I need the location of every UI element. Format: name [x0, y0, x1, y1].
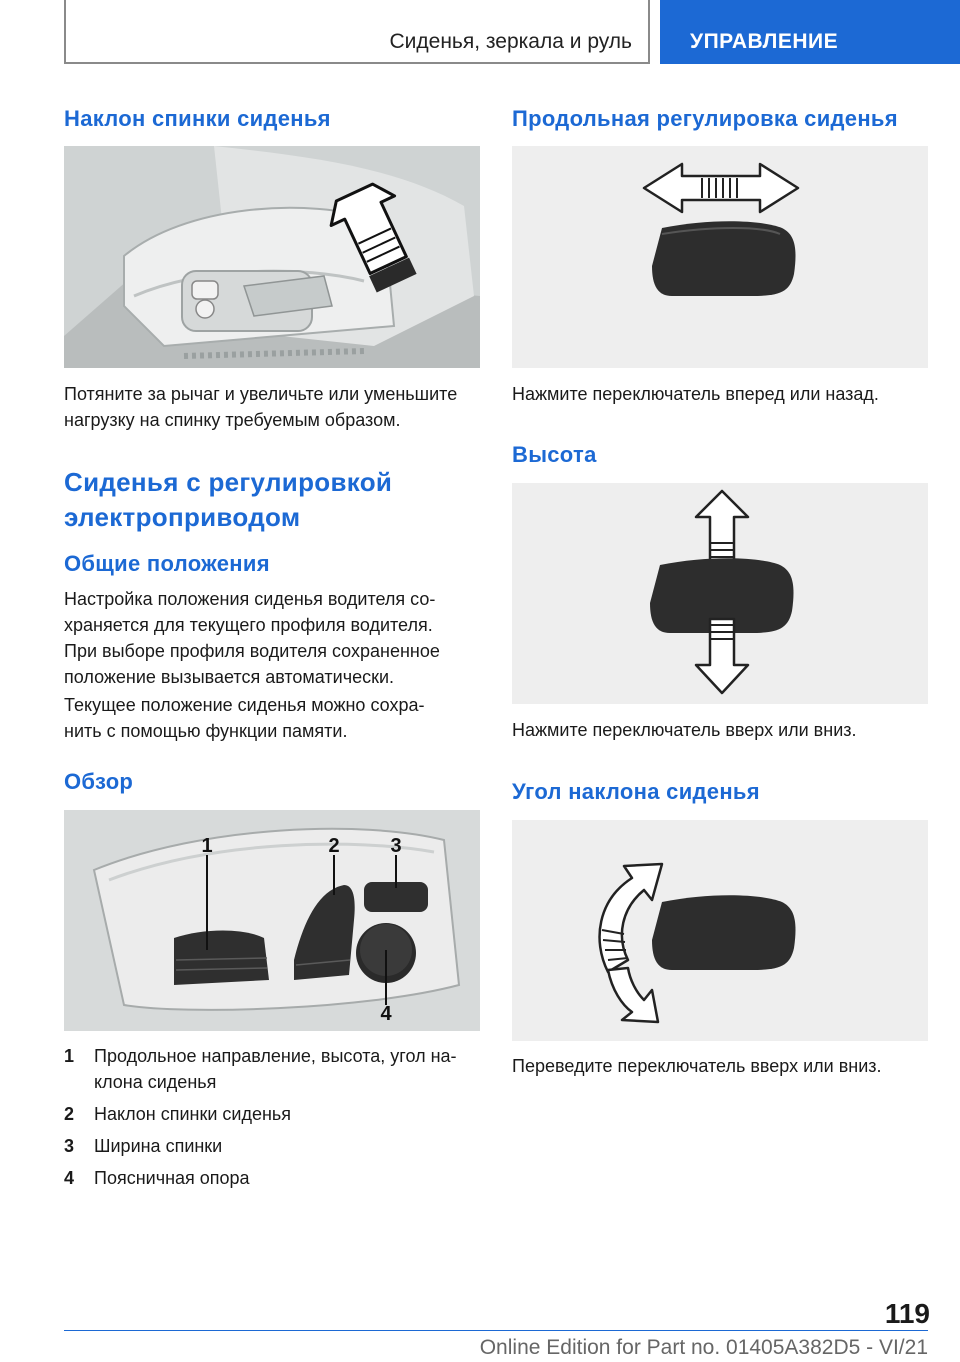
callout-4: 4	[380, 1003, 392, 1025]
header-chapter-tab[interactable]	[660, 0, 960, 64]
backrest-lever-illustration	[64, 146, 480, 368]
seat-controls-drawing	[64, 810, 480, 1031]
heading-electric-seats-line: Сиденья с регулировкой	[64, 467, 393, 497]
list-item-number: 4	[64, 1168, 75, 1188]
list-item-number: 1	[64, 1046, 75, 1066]
general-paragraph-line: Настройка положения сиденья водителя со-	[64, 589, 436, 609]
seat-controls-overview-illustration	[64, 810, 480, 1031]
longitudinal-switch-illustration	[512, 146, 928, 368]
heading-electric-seats	[64, 465, 392, 535]
general-paragraph-line: При выборе профиля водителя сохраненное	[64, 641, 440, 661]
general-paragraph-line: нить с помощью функции памяти.	[64, 721, 348, 741]
callout-2: 2	[328, 835, 340, 857]
list-item-line: Продольное направление, высота, угол на-	[94, 1046, 457, 1066]
footer-divider	[64, 1330, 928, 1331]
general-paragraph-2	[64, 692, 480, 744]
tilt-instruction: Переведите переключатель вверх или вниз.	[512, 1056, 882, 1076]
longitudinal-instruction: Нажмите переключатель вперед или назад.	[512, 384, 879, 404]
longitudinal-switch-drawing	[512, 146, 928, 368]
backrest-lever-drawing	[64, 146, 480, 368]
list-item-number: 2	[64, 1104, 75, 1124]
tilt-switch-drawing	[512, 820, 928, 1041]
heading-height: Высота	[512, 442, 597, 467]
list-item-text: Поясничная опора	[94, 1168, 250, 1188]
tilt-switch-illustration	[512, 820, 928, 1041]
list-item-text: Наклон спинки сиденья	[94, 1104, 292, 1124]
backrest-instruction	[64, 381, 480, 433]
footer-edition: Online Edition for Part no. 01405A382D5 - VI/21	[479, 1336, 928, 1359]
general-paragraph-1	[64, 586, 480, 690]
backrest-instruction-line: нагрузку на спинку требуемым образом.	[64, 410, 401, 430]
heading-backrest-tilt: Наклон спинки сиденья	[64, 106, 331, 131]
list-item-number: 3	[64, 1136, 75, 1156]
list-item-text	[94, 1043, 478, 1095]
list-item-text: Ширина спинки	[94, 1136, 223, 1156]
heading-electric-seats-line: электроприводом	[64, 502, 301, 532]
general-paragraph-line: Текущее положение сиденья можно сохра-	[64, 695, 425, 715]
heading-general: Общие положения	[64, 551, 270, 576]
page-number: 119	[884, 1298, 930, 1329]
header-section-box	[64, 0, 650, 64]
list-item-line: клона сиденья	[94, 1072, 217, 1092]
heading-overview: Обзор	[64, 769, 134, 794]
header-section-title: Сиденья, зеркала и руль	[389, 30, 632, 53]
header-chapter-title: УПРАВЛЕНИЕ	[690, 30, 839, 53]
callout-3: 3	[390, 835, 402, 857]
height-switch-illustration	[512, 483, 928, 704]
callout-1: 1	[201, 835, 213, 857]
heading-tilt: Угол наклона сиденья	[512, 779, 760, 804]
height-switch-drawing	[512, 483, 928, 704]
general-paragraph-line: храняется для текущего профиля водителя.	[64, 615, 433, 635]
backrest-instruction-line: Потяните за рычаг и увеличьте или уменьшите	[64, 384, 458, 404]
height-instruction: Нажмите переключатель вверх или вниз.	[512, 720, 857, 740]
heading-longitudinal: Продольная регулировка сиденья	[512, 106, 898, 131]
general-paragraph-line: положение вызывается автоматически.	[64, 667, 395, 687]
